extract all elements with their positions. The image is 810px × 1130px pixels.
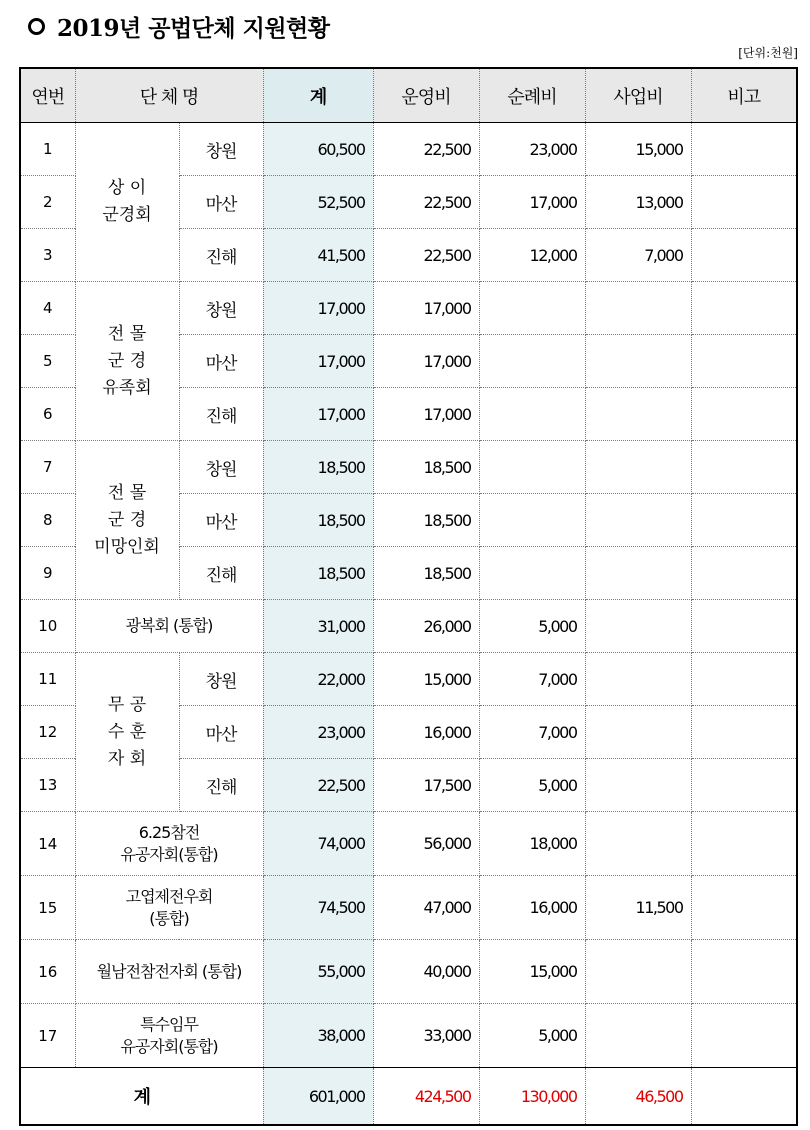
pilgrimage-cell bbox=[479, 494, 585, 547]
remarks-cell bbox=[691, 388, 797, 441]
operating-cell: 18,500 bbox=[373, 494, 479, 547]
unit-label: [단위:천원] bbox=[738, 46, 798, 60]
operating-cell: 22,500 bbox=[373, 176, 479, 229]
pilgrimage-cell: 15,000 bbox=[479, 940, 585, 1004]
operating-cell: 17,500 bbox=[373, 759, 479, 812]
header-row bbox=[20, 68, 797, 123]
support-table bbox=[19, 67, 798, 1126]
row-no: 12 bbox=[20, 706, 75, 759]
pilgrimage-cell: 5,000 bbox=[479, 759, 585, 812]
pilgrimage-cell: 18,000 bbox=[479, 812, 585, 876]
operating-cell: 15,000 bbox=[373, 653, 479, 706]
operating-cell: 56,000 bbox=[373, 812, 479, 876]
header-no: 연번 bbox=[20, 68, 75, 123]
row-no: 8 bbox=[20, 494, 75, 547]
total-cell: 18,500 bbox=[263, 441, 373, 494]
remarks-cell bbox=[691, 335, 797, 388]
total-cell: 41,500 bbox=[263, 229, 373, 282]
city-cell: 진해 bbox=[179, 388, 263, 441]
circle-bullet-icon bbox=[28, 18, 45, 35]
remarks-cell bbox=[691, 600, 797, 653]
total-cell: 18,500 bbox=[263, 494, 373, 547]
row-no: 9 bbox=[20, 547, 75, 600]
remarks-cell bbox=[691, 547, 797, 600]
row-no: 16 bbox=[20, 940, 75, 1004]
row-no: 1 bbox=[20, 123, 75, 176]
row-no: 2 bbox=[20, 176, 75, 229]
pilgrimage-cell bbox=[479, 388, 585, 441]
total-cell: 38,000 bbox=[263, 1004, 373, 1068]
business-cell bbox=[585, 282, 691, 335]
sum-remarks bbox=[691, 1068, 797, 1126]
city-cell: 진해 bbox=[179, 547, 263, 600]
pilgrimage-cell: 17,000 bbox=[479, 176, 585, 229]
header-group: 단 체 명 bbox=[75, 68, 263, 123]
total-cell: 74,000 bbox=[263, 812, 373, 876]
pilgrimage-cell: 7,000 bbox=[479, 706, 585, 759]
table-row bbox=[20, 812, 797, 876]
org-name-cell: 6.25참전 유공자회(통합) bbox=[75, 812, 263, 876]
city-cell: 마산 bbox=[179, 706, 263, 759]
remarks-cell bbox=[691, 441, 797, 494]
remarks-cell bbox=[691, 812, 797, 876]
table-row bbox=[20, 600, 797, 653]
pilgrimage-cell: 7,000 bbox=[479, 653, 585, 706]
sum-business: 46,500 bbox=[585, 1068, 691, 1126]
row-no: 5 bbox=[20, 335, 75, 388]
remarks-cell bbox=[691, 940, 797, 1004]
business-cell bbox=[585, 1004, 691, 1068]
business-cell: 7,000 bbox=[585, 229, 691, 282]
total-cell: 17,000 bbox=[263, 335, 373, 388]
group-name-cell: 전 몰 군 경 미망인회 bbox=[75, 441, 179, 600]
pilgrimage-cell: 16,000 bbox=[479, 876, 585, 940]
city-cell: 창원 bbox=[179, 282, 263, 335]
total-cell: 31,000 bbox=[263, 600, 373, 653]
row-no: 17 bbox=[20, 1004, 75, 1068]
header-operating: 운영비 bbox=[373, 68, 479, 123]
table-row bbox=[20, 123, 797, 176]
header-business: 사업비 bbox=[585, 68, 691, 123]
row-no: 6 bbox=[20, 388, 75, 441]
title-text: 2019년 공법단체 지원현황 bbox=[57, 14, 330, 42]
city-cell: 마산 bbox=[179, 176, 263, 229]
operating-cell: 18,500 bbox=[373, 441, 479, 494]
total-cell: 60,500 bbox=[263, 123, 373, 176]
row-no: 10 bbox=[20, 600, 75, 653]
operating-cell: 40,000 bbox=[373, 940, 479, 1004]
sum-row bbox=[20, 1068, 797, 1126]
city-cell: 마산 bbox=[179, 494, 263, 547]
page-title bbox=[28, 8, 330, 44]
pilgrimage-cell: 5,000 bbox=[479, 600, 585, 653]
business-cell: 11,500 bbox=[585, 876, 691, 940]
business-cell: 15,000 bbox=[585, 123, 691, 176]
city-cell: 진해 bbox=[179, 759, 263, 812]
sum-operating: 424,500 bbox=[373, 1068, 479, 1126]
city-cell: 창원 bbox=[179, 123, 263, 176]
table-row bbox=[20, 940, 797, 1004]
business-cell bbox=[585, 547, 691, 600]
total-cell: 17,000 bbox=[263, 282, 373, 335]
remarks-cell bbox=[691, 1004, 797, 1068]
row-no: 13 bbox=[20, 759, 75, 812]
operating-cell: 33,000 bbox=[373, 1004, 479, 1068]
remarks-cell bbox=[691, 123, 797, 176]
total-cell: 55,000 bbox=[263, 940, 373, 1004]
total-cell: 52,500 bbox=[263, 176, 373, 229]
table-row bbox=[20, 282, 797, 335]
total-cell: 23,000 bbox=[263, 706, 373, 759]
operating-cell: 16,000 bbox=[373, 706, 479, 759]
business-cell bbox=[585, 706, 691, 759]
group-name-cell: 무 공 수 훈 자 회 bbox=[75, 653, 179, 812]
pilgrimage-cell: 5,000 bbox=[479, 1004, 585, 1068]
remarks-cell bbox=[691, 759, 797, 812]
table-row bbox=[20, 876, 797, 940]
business-cell bbox=[585, 600, 691, 653]
remarks-cell bbox=[691, 229, 797, 282]
operating-cell: 22,500 bbox=[373, 123, 479, 176]
remarks-cell bbox=[691, 876, 797, 940]
total-cell: 17,000 bbox=[263, 388, 373, 441]
operating-cell: 17,000 bbox=[373, 282, 479, 335]
group-name-cell: 전 몰 군 경 유족회 bbox=[75, 282, 179, 441]
remarks-cell bbox=[691, 494, 797, 547]
table-row bbox=[20, 1004, 797, 1068]
operating-cell: 22,500 bbox=[373, 229, 479, 282]
business-cell bbox=[585, 388, 691, 441]
total-cell: 18,500 bbox=[263, 547, 373, 600]
pilgrimage-cell: 23,000 bbox=[479, 123, 585, 176]
business-cell bbox=[585, 653, 691, 706]
header-total: 계 bbox=[263, 68, 373, 123]
total-cell: 22,000 bbox=[263, 653, 373, 706]
operating-cell: 17,000 bbox=[373, 335, 479, 388]
operating-cell: 26,000 bbox=[373, 600, 479, 653]
business-cell bbox=[585, 812, 691, 876]
remarks-cell bbox=[691, 176, 797, 229]
row-no: 14 bbox=[20, 812, 75, 876]
business-cell bbox=[585, 335, 691, 388]
row-no: 4 bbox=[20, 282, 75, 335]
pilgrimage-cell bbox=[479, 282, 585, 335]
sum-pilgrimage: 130,000 bbox=[479, 1068, 585, 1126]
group-name-cell: 상 이 군경회 bbox=[75, 123, 179, 282]
row-no: 3 bbox=[20, 229, 75, 282]
pilgrimage-cell bbox=[479, 335, 585, 388]
row-no: 7 bbox=[20, 441, 75, 494]
operating-cell: 18,500 bbox=[373, 547, 479, 600]
business-cell bbox=[585, 940, 691, 1004]
city-cell: 진해 bbox=[179, 229, 263, 282]
sum-label: 계 bbox=[20, 1068, 263, 1126]
business-cell bbox=[585, 494, 691, 547]
pilgrimage-cell: 12,000 bbox=[479, 229, 585, 282]
sum-total: 601,000 bbox=[263, 1068, 373, 1126]
business-cell: 13,000 bbox=[585, 176, 691, 229]
city-cell: 창원 bbox=[179, 653, 263, 706]
total-cell: 22,500 bbox=[263, 759, 373, 812]
city-cell: 마산 bbox=[179, 335, 263, 388]
org-name-cell: 고엽제전우회 (통합) bbox=[75, 876, 263, 940]
pilgrimage-cell bbox=[479, 441, 585, 494]
remarks-cell bbox=[691, 653, 797, 706]
row-no: 15 bbox=[20, 876, 75, 940]
remarks-cell bbox=[691, 706, 797, 759]
business-cell bbox=[585, 759, 691, 812]
city-cell: 창원 bbox=[179, 441, 263, 494]
total-cell: 74,500 bbox=[263, 876, 373, 940]
header-remarks: 비고 bbox=[691, 68, 797, 123]
org-name-cell: 특수임무 유공자회(통합) bbox=[75, 1004, 263, 1068]
table-row bbox=[20, 441, 797, 494]
org-name-cell: 월남전참전자회 (통합) bbox=[75, 940, 263, 1004]
operating-cell: 17,000 bbox=[373, 388, 479, 441]
remarks-cell bbox=[691, 282, 797, 335]
org-name-cell: 광복회 (통합) bbox=[75, 600, 263, 653]
business-cell bbox=[585, 441, 691, 494]
pilgrimage-cell bbox=[479, 547, 585, 600]
operating-cell: 47,000 bbox=[373, 876, 479, 940]
table-row bbox=[20, 653, 797, 706]
header-pilgrimage: 순례비 bbox=[479, 68, 585, 123]
row-no: 11 bbox=[20, 653, 75, 706]
